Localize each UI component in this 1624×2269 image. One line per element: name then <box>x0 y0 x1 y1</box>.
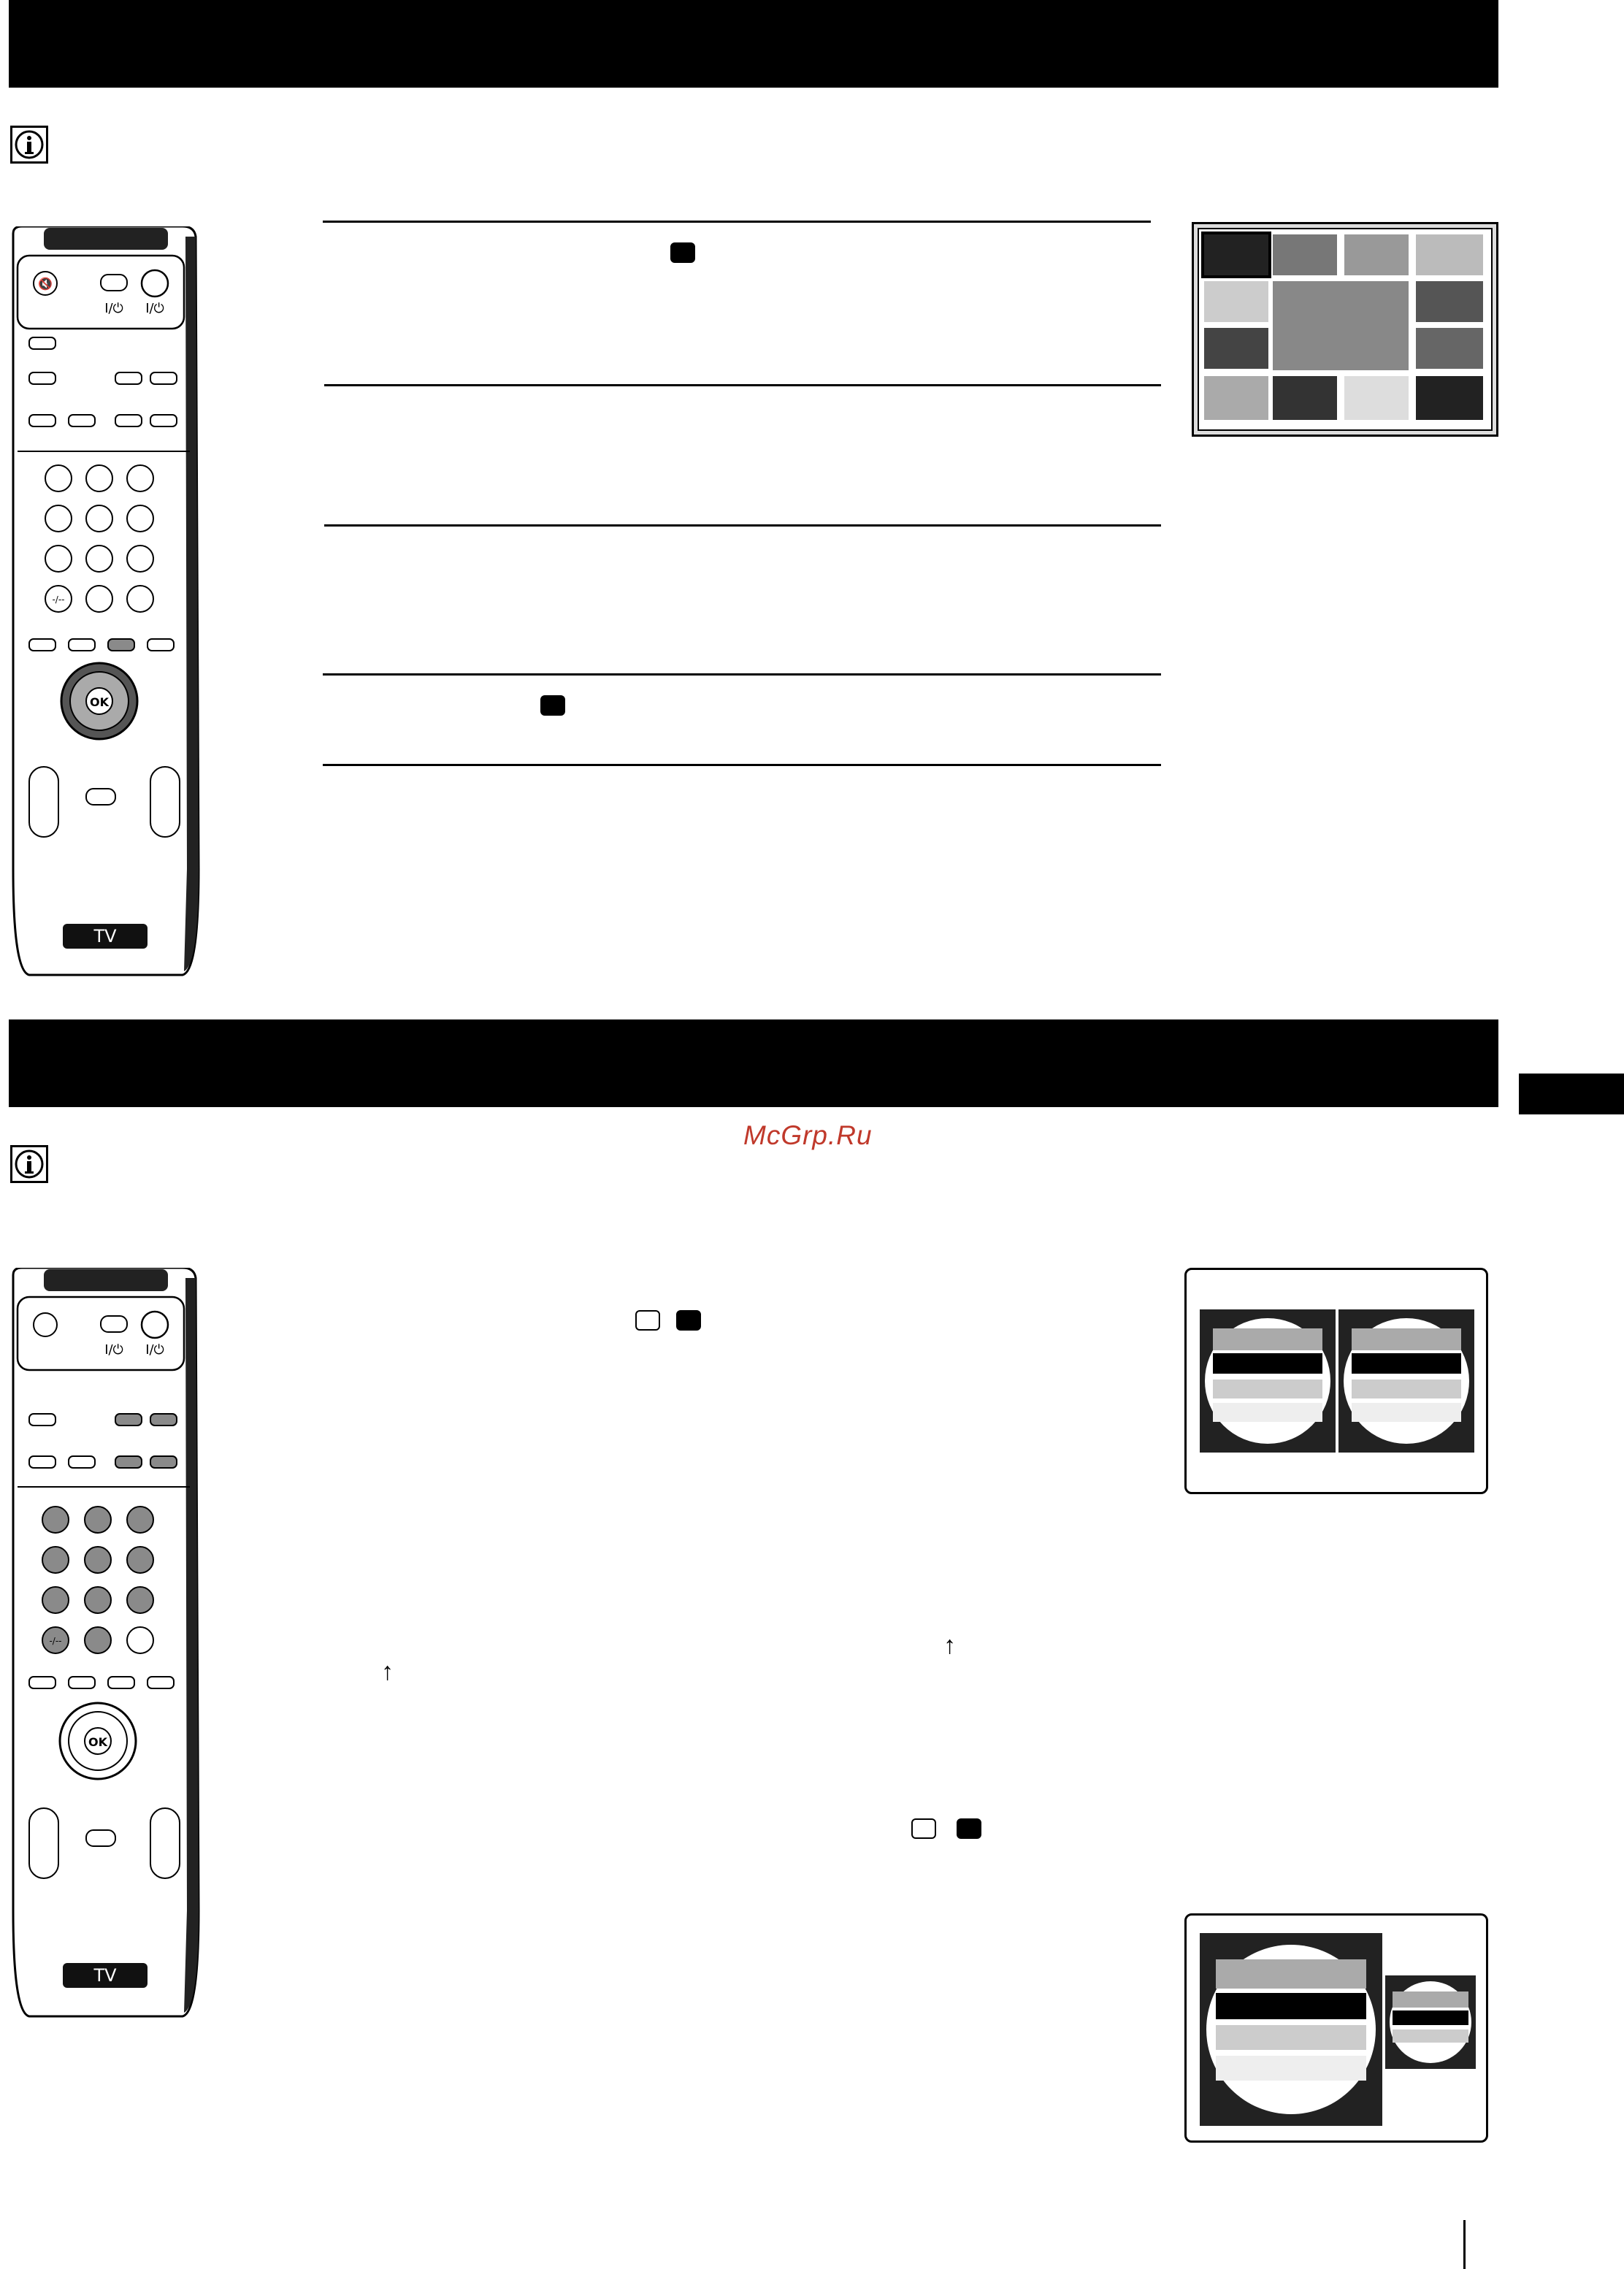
chapter-tab <box>1519 1074 1624 1114</box>
teletext-icon <box>540 695 565 716</box>
split-screen-icon <box>635 1310 660 1331</box>
half-screen-icon <box>676 1310 701 1331</box>
divider-rule <box>323 221 1151 223</box>
section-header-bar-2 <box>9 1019 1498 1107</box>
svg-text:I/⏻: I/⏻ <box>145 1342 164 1358</box>
section-header-bar-1 <box>9 0 1498 88</box>
svg-text:-/--: -/-- <box>49 1636 62 1646</box>
svg-text:TV: TV <box>93 1965 117 1986</box>
mute-icon: 🔇 <box>38 277 53 291</box>
info-icon <box>10 1145 48 1183</box>
picture-index-illustration <box>1192 222 1498 437</box>
swap-icon <box>911 1818 936 1839</box>
power-label: I/⏻ <box>104 301 123 316</box>
teletext-icon <box>670 242 695 263</box>
svg-text:I/⏻: I/⏻ <box>145 301 164 316</box>
watermark: McGrp.Ru <box>743 1120 873 1150</box>
divider-rule <box>324 384 1161 386</box>
divider-rule <box>323 764 1161 766</box>
divider-rule <box>323 673 1161 676</box>
divider-rule <box>324 524 1161 527</box>
pip-illustration <box>1184 1913 1488 2143</box>
page-marker <box>1463 2220 1466 2269</box>
info-icon <box>10 126 48 164</box>
svg-text:I/⏻: I/⏻ <box>104 1342 123 1358</box>
pip-icon <box>957 1818 981 1839</box>
svg-text:OK: OK <box>88 1735 107 1749</box>
arrow-up-icon: ↑ <box>943 1631 956 1659</box>
arrow-up-icon: ↑ <box>381 1658 394 1686</box>
remote-label: TV <box>93 926 117 946</box>
svg-text:-/--: -/-- <box>52 594 65 605</box>
split-screen-illustration <box>1184 1268 1488 1494</box>
remote-control-illustration <box>7 1268 204 2020</box>
svg-text:OK: OK <box>90 695 109 709</box>
remote-control-illustration <box>7 226 204 979</box>
